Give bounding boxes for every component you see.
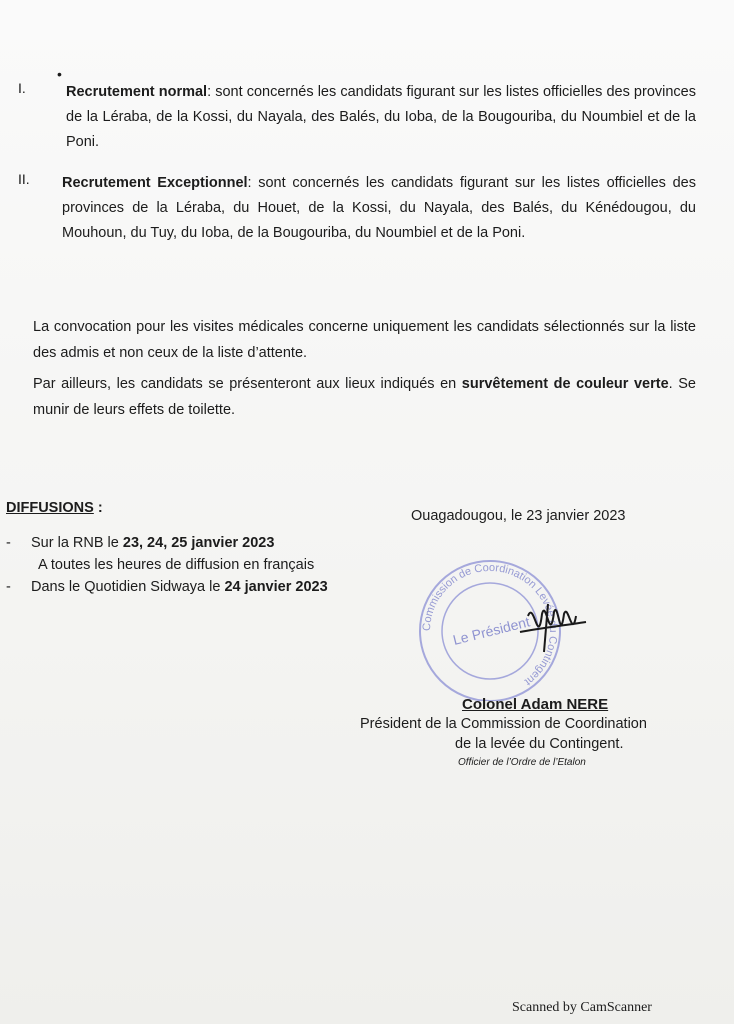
diffusions-colon: : — [93, 500, 103, 516]
signer-distinction: Officier de l’Ordre de l’Etalon — [458, 757, 586, 768]
diffusions-list — [6, 532, 328, 598]
list-item — [6, 532, 328, 554]
para2-end: . Se munir de leurs effets de toilette. — [33, 376, 696, 418]
item-body: : sont concernés les candidats figurant sur les listes officielles des provinces de la Léraba, de la Kossi, du Nayala, des Balés, du Ioba, de la Bougouriba, du Noumbiel et de la Poni. — [66, 84, 696, 150]
diffusion-item2-start: Dans le Quotidien Sidwaya le — [31, 579, 225, 595]
diffusions-heading — [6, 500, 103, 516]
scanner-watermark: Scanned by CamScanner — [512, 1000, 652, 1015]
item-number: II. — [18, 171, 30, 187]
paragraph-convocation: La convocation pour les visites médicales concerne uniquement les candidats sélectionnés sur la liste des admis et non ceux de la liste d’attente. — [33, 319, 696, 361]
stray-dot: • — [57, 66, 62, 82]
signer-title: Président de la Commission de Coordination — [360, 716, 647, 732]
diffusion-item1-start: Sur la RNB le — [31, 535, 123, 551]
item-text — [66, 80, 696, 155]
signer-name: Colonel Adam NERE — [462, 696, 609, 713]
list-item — [6, 576, 328, 598]
official-stamp — [410, 556, 590, 706]
item-text — [62, 171, 696, 246]
stamp-ring-text: Commission de Coordination Levée du Contingent — [420, 561, 560, 688]
para2-start: Par ailleurs, les candidats se présenteront aux lieux indiqués en — [33, 376, 462, 392]
item-lead: Recrutement normal — [66, 84, 208, 100]
list-item-sub: A toutes les heures de diffusion en français — [38, 557, 315, 573]
place-date: Ouagadougou, le 23 janvier 2023 — [411, 508, 626, 524]
dash-bullet: - — [6, 579, 11, 595]
signer-title-line2: de la levée du Contingent. — [455, 736, 624, 752]
item-lead: Recrutement Exceptionnel — [62, 175, 248, 191]
stamp-center-text: Le Président — [451, 613, 532, 648]
dash-bullet: - — [6, 535, 11, 551]
item-number: I. — [18, 80, 26, 96]
paragraph-tenue — [33, 371, 696, 423]
diffusion-item2-date: 24 janvier 2023 — [224, 579, 328, 595]
para2-bold: survêtement de couleur verte — [461, 376, 669, 392]
item-body: : sont concernés les candidats figurant sur les listes officielles des provinces de la Léraba, du Houet, de la Kossi, du Nayala, des Balés, du Kénédougou, du Mouhoun, du Tuy, du Ioba, de la Bougouriba, du Noumbiel et de la Poni. — [62, 175, 696, 241]
diffusion-item1-dates: 23, 24, 25 janvier 2023 — [122, 535, 275, 551]
diffusions-title: DIFFUSIONS — [6, 500, 94, 516]
